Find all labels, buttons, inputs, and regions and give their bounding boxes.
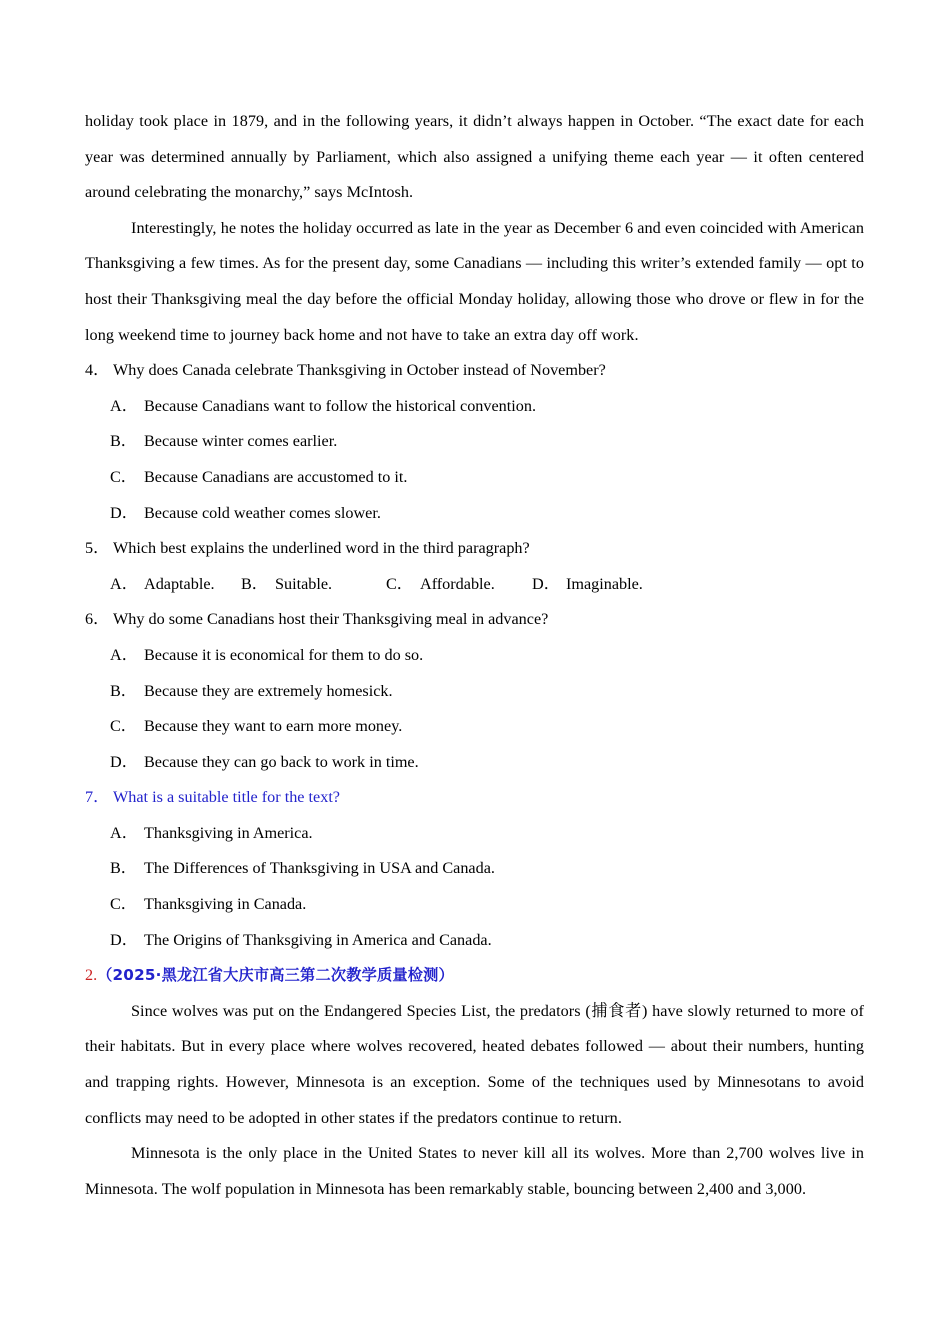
option-label: D． xyxy=(532,574,560,593)
option-label: C． xyxy=(386,574,413,593)
question-6-option-b[interactable] xyxy=(85,674,864,710)
question-block-7 xyxy=(85,780,864,958)
question-7-option-b[interactable] xyxy=(85,851,864,887)
question-block-4 xyxy=(85,353,864,531)
question-7-text: What is a suitable title for the text? xyxy=(113,788,340,807)
option-label: A． xyxy=(110,645,138,664)
question-5-option-a[interactable] xyxy=(110,567,241,603)
passage2-source-heading xyxy=(85,958,864,994)
option-text: Because they want to earn more money. xyxy=(144,717,403,736)
question-5-stem xyxy=(85,531,864,567)
question-7-option-a[interactable] xyxy=(85,816,864,852)
option-text: Imaginable. xyxy=(566,574,643,593)
passage2-paragraph-1: Since wolves was put on the Endangered Species List, the predators (捕食者) have slowly returned to more of their habitats. But in every place where wolves recovered, heated debates followed — about their numbers, hunting and trapping rights. However, Minnesota is an exception. Some of the techniques used by Minnesotans to avoid conflicts may need to be adopted in other states if the predators continue to return. xyxy=(85,1001,864,1127)
question-5-option-c[interactable] xyxy=(386,567,532,603)
option-label: D． xyxy=(110,503,138,522)
question-5-number: 5． xyxy=(85,539,110,558)
question-6-option-a[interactable] xyxy=(85,638,864,674)
option-text: Because it is economical for them to do so. xyxy=(144,645,424,664)
option-label: A． xyxy=(110,396,138,415)
passage1-paragraph-1: holiday took place in 1879, and in the following years, it didn’t always happen in October. “The exact date for each year was determined annually by Parliament, which also assigned a unifying theme each year — it often centered around celebrating the monarchy,” says McIntosh. xyxy=(85,112,864,202)
option-label: B． xyxy=(110,681,137,700)
question-6-stem xyxy=(85,602,864,638)
question-5-option-b[interactable] xyxy=(241,567,386,603)
question-4-number: 4． xyxy=(85,361,110,380)
option-text: Because Canadians want to follow the historical convention. xyxy=(144,396,536,415)
option-text: The Differences of Thanksgiving in USA and Canada. xyxy=(144,859,495,878)
question-block-5 xyxy=(85,531,864,602)
option-label: C． xyxy=(110,467,137,486)
option-text: Affordable. xyxy=(420,574,495,593)
question-4-option-d[interactable] xyxy=(85,496,864,532)
option-label: D． xyxy=(110,930,138,949)
option-label: C． xyxy=(110,717,137,736)
option-label: B． xyxy=(110,859,137,878)
option-label: A． xyxy=(110,823,138,842)
question-5-option-d[interactable] xyxy=(532,567,643,603)
option-label: B． xyxy=(110,432,137,451)
question-7-stem xyxy=(85,780,864,816)
question-7-option-d[interactable] xyxy=(85,923,864,959)
option-text: Thanksgiving in Canada. xyxy=(144,895,307,914)
question-block-6 xyxy=(85,602,864,780)
question-4-option-c[interactable] xyxy=(85,460,864,496)
question-7-number: 7． xyxy=(85,788,110,807)
option-text: Because they are extremely homesick. xyxy=(144,681,393,700)
passage2-source-label: （2025·黑龙江省大庆市高三第二次教学质量检测） xyxy=(97,966,454,985)
option-label: B． xyxy=(241,574,268,593)
option-text: Because winter comes earlier. xyxy=(144,432,338,451)
option-text: Thanksgiving in America. xyxy=(144,823,313,842)
question-5-options-row xyxy=(85,567,864,603)
question-6-text: Why do some Canadians host their Thanksgiving meal in advance? xyxy=(113,610,549,629)
option-text: Adaptable. xyxy=(144,574,215,593)
question-6-option-c[interactable] xyxy=(85,709,864,745)
question-4-option-a[interactable] xyxy=(85,389,864,425)
question-6-option-d[interactable] xyxy=(85,745,864,781)
option-text: Because cold weather comes slower. xyxy=(144,503,381,522)
question-7-option-c[interactable] xyxy=(85,887,864,923)
question-5-text: Which best explains the underlined word in the third paragraph? xyxy=(113,539,530,558)
passage2-source-number: 2. xyxy=(85,966,98,985)
question-4-text: Why does Canada celebrate Thanksgiving in October instead of November? xyxy=(113,361,606,380)
passage2-paragraph-2: Minnesota is the only place in the United States to never kill all its wolves. More than 2,700 wolves live in Minnesota. The wolf population in Minnesota has been remarkably stable, bouncing between 2,400 and 3,000. xyxy=(85,1144,864,1198)
option-label: C． xyxy=(110,895,137,914)
option-label: D． xyxy=(110,752,138,771)
option-label: A． xyxy=(110,574,138,593)
question-4-option-b[interactable] xyxy=(85,424,864,460)
option-text: Because Canadians are accustomed to it. xyxy=(144,467,408,486)
passage1-paragraph-2: Interestingly, he notes the holiday occurred as late in the year as December 6 and even coincided with American Thanksgiving a few times. As for the present day, some Canadians — including this writer’s extended family — opt to host their Thanksgiving meal the day before the official Monday holiday, allowing those who drove or flew in for the long weekend time to journey back home and not have to take an extra day off work. xyxy=(85,218,864,344)
question-6-number: 6． xyxy=(85,610,110,629)
option-text: The Origins of Thanksgiving in America and Canada. xyxy=(144,930,492,949)
question-4-stem xyxy=(85,353,864,389)
option-text: Suitable. xyxy=(275,574,333,593)
option-text: Because they can go back to work in time. xyxy=(144,752,419,771)
